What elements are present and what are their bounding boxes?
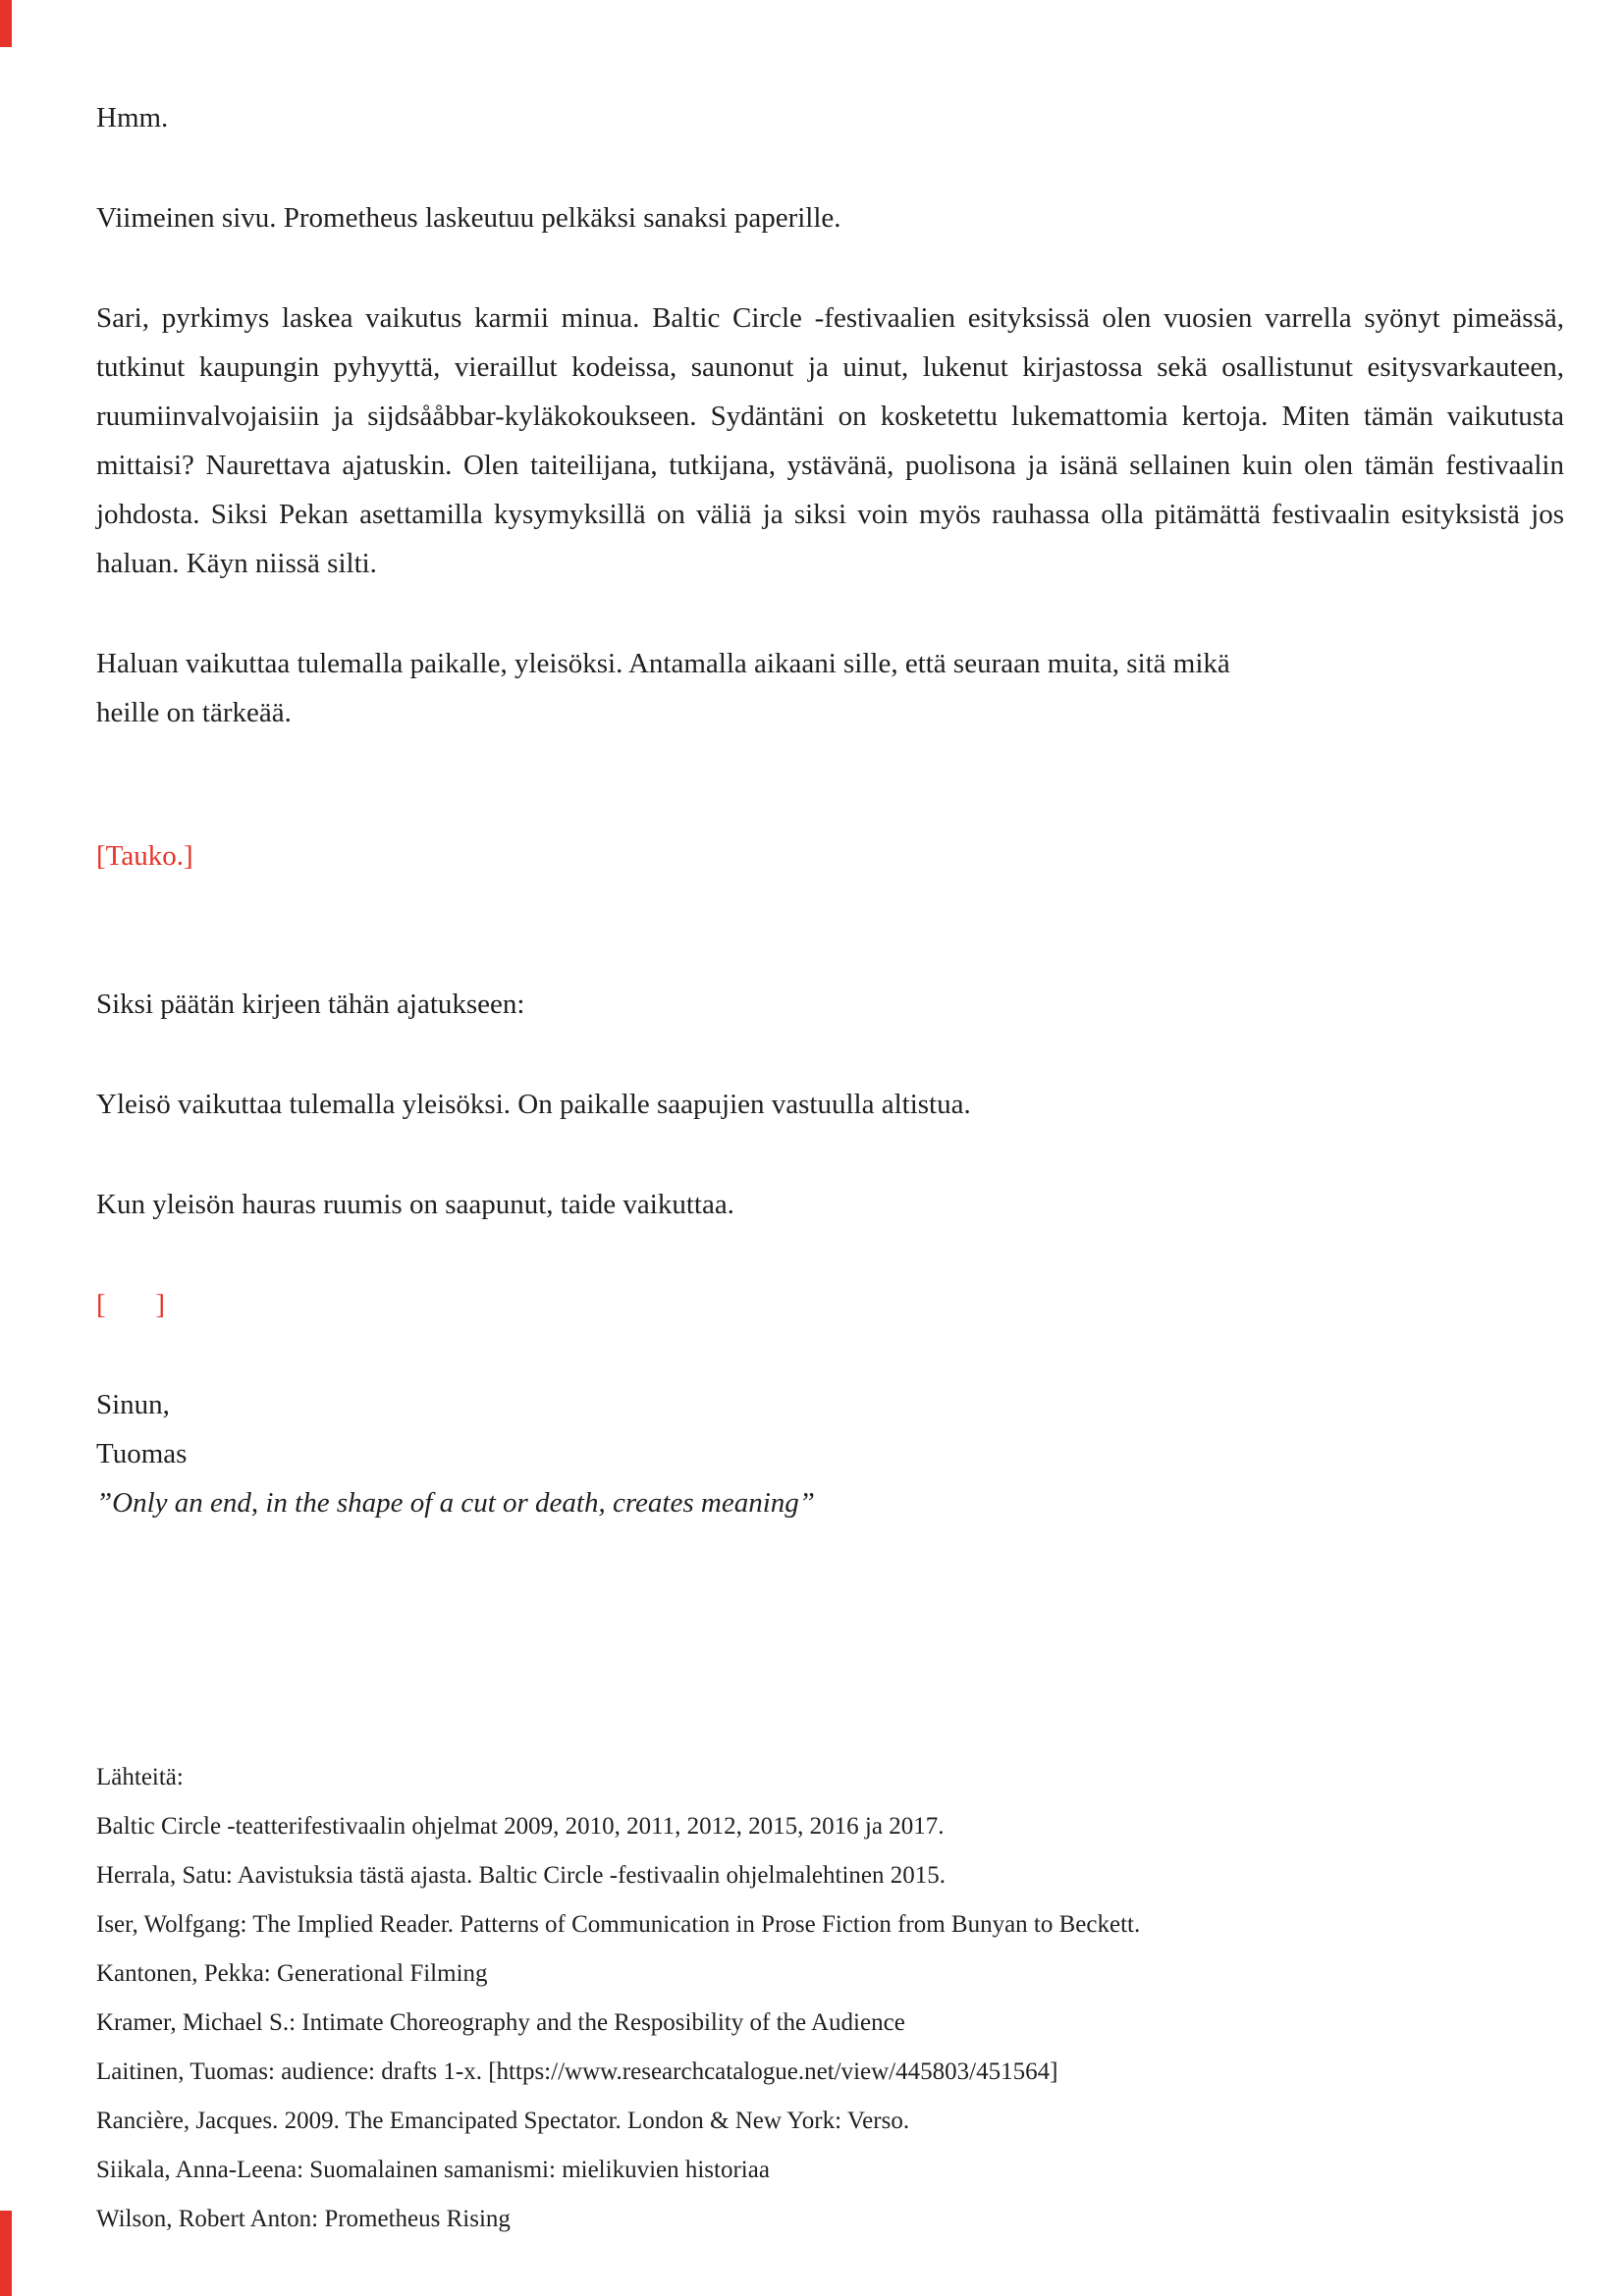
source-item: Iser, Wolfgang: The Implied Reader. Patterns of Communication in Prose Fiction from Bunyan to Beckett. xyxy=(96,1911,1141,1938)
tauko-marker: [Tauko.] xyxy=(96,840,193,872)
paragraph-haluan xyxy=(96,639,1564,737)
paragraph-haluan-line2: heille on tärkeää. xyxy=(96,697,292,728)
source-item: Laitinen, Tuomas: audience: drafts 1-x. [https://www.researchcatalogue.net/view/445803/451564] xyxy=(96,2058,1058,2085)
source-item: Kramer, Michael S.: Intimate Choreography and the Resposibility of the Audience xyxy=(96,2009,905,2036)
red-margin-mark-bottom xyxy=(0,2211,12,2296)
signature-block xyxy=(96,1380,1564,1527)
paragraph-last-page: Viimeinen sivu. Prometheus laskeutuu pelkäksi sanaksi paperille. xyxy=(96,202,841,234)
red-margin-mark-top xyxy=(0,0,12,47)
source-item: Herrala, Satu: Aavistuksia tästä ajasta. Baltic Circle -festivaalin ohjelmalehtinen 2015. xyxy=(96,1862,947,1889)
source-item: Kantonen, Pekka: Generational Filming xyxy=(96,1960,488,1987)
source-item: Wilson, Robert Anton: Prometheus Rising xyxy=(96,2206,511,2232)
signature-name: Tuomas xyxy=(96,1438,188,1469)
paragraph-kun: Kun yleisön hauras ruumis on saapunut, taide vaikuttaa. xyxy=(96,1189,734,1220)
paragraph-haluan-line1: Haluan vaikuttaa tulemalla paikalle, yleisöksi. Antamalla aikaani sille, että seuraan muita, sitä mikä xyxy=(96,648,1230,679)
paragraph-siksi: Siksi päätän kirjeen tähän ajatukseen: xyxy=(96,988,525,1020)
source-item: Baltic Circle -teatterifestivaalin ohjelmat 2009, 2010, 2011, 2012, 2015, 2016 ja 2017. xyxy=(96,1813,945,1840)
source-item: Rancière, Jacques. 2009. The Emancipated Spectator. London & New York: Verso. xyxy=(96,2108,910,2134)
sources-heading: Lähteitä: xyxy=(96,1764,184,1790)
paragraph-main: Sari, pyrkimys laskea vaikutus karmii minua. Baltic Circle -festivaalien esityksissä olen vuosien varrella syönyt pimeässä, tutkinut kaupungin pyhyyttä, vieraillut kodeissa, saunonut ja uinut, lukenut kirjastossa sekä osallistunut esitysvarkauteen, ruumiinvalvojaisiin ja sijdsååbbar-kyläkokoukseen. Sydäntäni on kosketettu lukemattomia kertoja. Miten tämän vaikutusta mittaisi? Naurettava ajatuskin. Olen taiteilijana, tutkijana, ystävänä, puolisona ja isänä sellainen kuin olen tämän festivaalin johdosta. Siksi Pekan asettamilla kysymyksillä on väliä ja siksi voin myös rauhassa olla pitämättä festivaalin esityksistä jos haluan. Käyn niissä silti. xyxy=(96,302,1564,579)
signature-salutation: Sinun, xyxy=(96,1389,170,1420)
source-item: Siikala, Anna-Leena: Suomalainen samanismi: mielikuvien historiaa xyxy=(96,2157,770,2183)
paragraph-yleiso: Yleisö vaikuttaa tulemalla yleisöksi. On paikalle saapujien vastuulla altistua. xyxy=(96,1089,971,1120)
signature-quote: ”Only an end, in the shape of a cut or death, creates meaning” xyxy=(96,1487,815,1519)
paragraph-hmm: Hmm. xyxy=(96,102,169,133)
letter-page xyxy=(96,0,1564,2244)
empty-brackets-marker: [ ] xyxy=(96,1289,166,1320)
sources-section xyxy=(96,1753,1564,2244)
